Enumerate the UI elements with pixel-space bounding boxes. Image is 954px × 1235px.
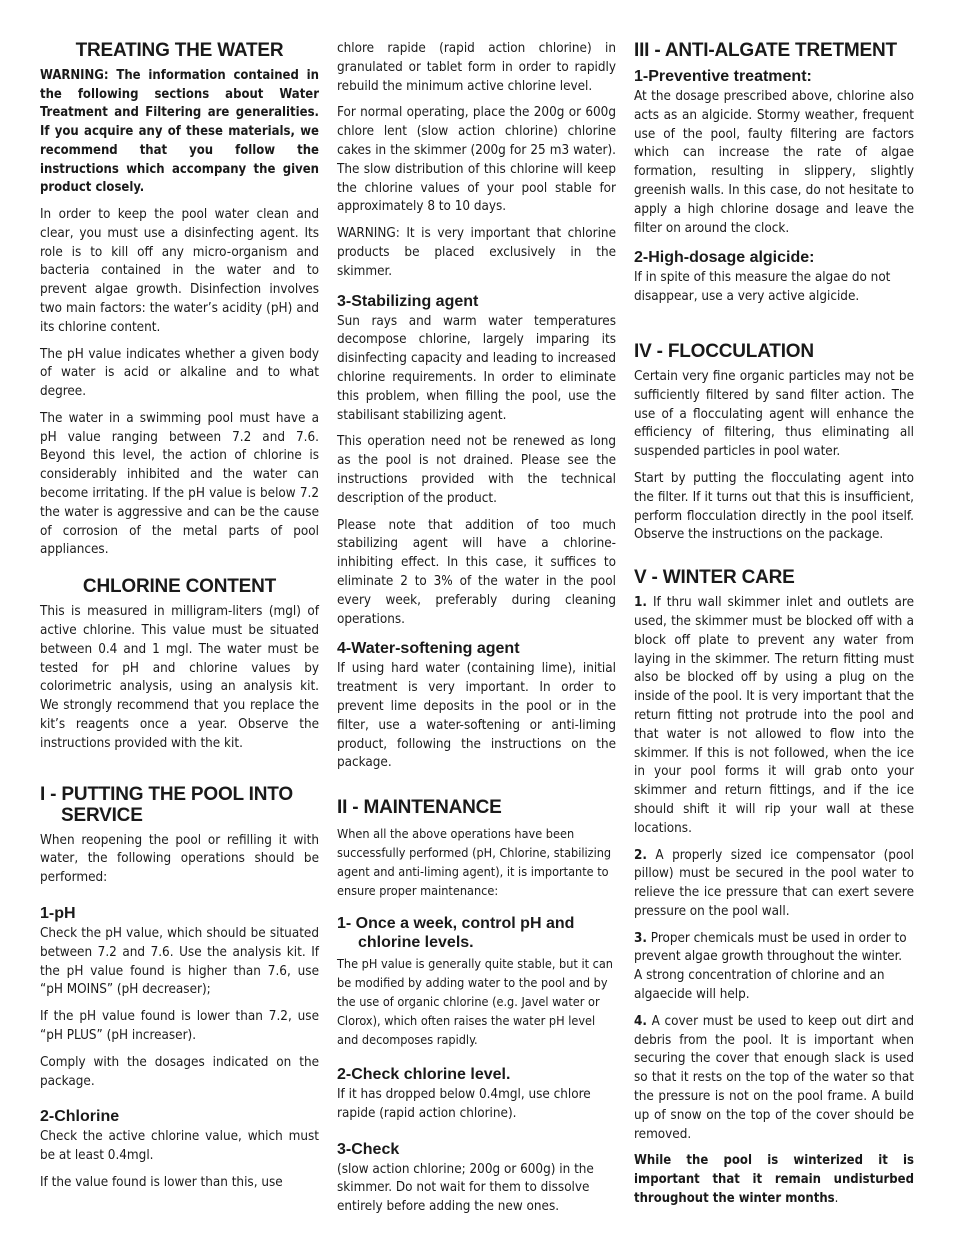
paragraph: If it has dropped below 0.4mgl, use chlore rapide (rapid action chlorine). bbox=[337, 1087, 591, 1121]
column-left bbox=[40, 40, 319, 1201]
final-note-period: . bbox=[834, 1190, 839, 1206]
warning-paragraph: WARNING: The information contained in the following sections about Water Treatment and Filtering are generalities. If you acquire any of these materials, we recommend that you follow the instructions which accompany the given product closely. bbox=[40, 68, 319, 196]
section-title-chlorine-content: CHLORINE CONTENT bbox=[82, 576, 277, 598]
paragraph: This is measured in milligram-liters (mgl) of active chlorine. This value must be situated between 0.4 and 1 mgl. The water must be tested for pH and chlorine values by colorimetric analysis, using an analysis kit. We strongly recommend that you replace the kit’s reagents once a year. Observe the instructions provided with the kit. bbox=[40, 604, 319, 751]
winter-final-note bbox=[634, 1152, 914, 1208]
paragraph: If in spite of this measure the algae do not disappear, use a very active algicide. bbox=[634, 270, 891, 305]
subsection-title-chlorine: 2-Chlorine bbox=[40, 1108, 120, 1126]
paragraph: At the dosage prescribed above, chlorine also acts as an algicide. Stormy weather, frequent use of the pool, faulty filtering are factors which can increase the rate of algae formation, resulting in slippery, slightly greenish walls. In this case, do not hesitate to apply a high chlorine dosage and leave the filter on around the clock. bbox=[634, 89, 914, 236]
paragraph: Start by putting the flocculating agent into the filter. If it turns out that this is insufficient, perform flocculation directly in the pool itself. Observe the instructions on the package. bbox=[634, 470, 914, 543]
paragraph: Check the pH value, which should be situated between 7.2 and 7.6. Use the analysis kit. If the pH value found is higher than 7.6, use “pH MOINS” (pH decreaser); bbox=[40, 926, 319, 998]
section-title-winter-care: V - WINTER CARE bbox=[634, 567, 795, 589]
column-right bbox=[634, 40, 914, 1217]
paragraph: Sun rays and warm water temperatures decompose chlorine, largely imparing its disinfecting capacity and leading to increased chlorine requirements. In order to eliminate this problem, when filling the pool, use the stabilisant stabilizing agent. bbox=[337, 313, 616, 423]
paragraph: This operation need not be renewed as long as the pool is not drained. Please see the instructions provided with the technical description of the product. bbox=[337, 434, 616, 506]
paragraph: If the value found is lower than this, use bbox=[40, 1175, 283, 1190]
subsection-title-ph: 1-pH bbox=[40, 905, 76, 923]
paragraph: When all the above operations have been successfully performed (pH, Chlorine, stabilizing agent and anti-liming agent), it is importante to ensure proper maintenance: bbox=[337, 826, 612, 899]
item-number: 1. bbox=[634, 595, 647, 611]
paragraph: Certain very fine organic particles may not be sufficiently filtered by sand filter action. The use of a flocculating agent will enhance the efficiency of filtering, thus eliminating all suspended particles in pool water. bbox=[634, 368, 914, 460]
section-title-treating-water: TREATING THE WATER bbox=[75, 40, 284, 61]
paragraph: (slow action chlorine; 200g or 600g) in the skimmer. Do not wait for them to dissolve entirely before adding the new ones. bbox=[337, 1161, 594, 1215]
warning-paragraph: WARNING: It is very important that chlorine products be placed exclusively in the skimmer. bbox=[337, 226, 616, 279]
paragraph: The pH value indicates whether a given body of water is acid or alkaline and to what degree. bbox=[40, 346, 319, 400]
subsection-title-weekly-control: 1- Once a week, control pH and chlorine levels. bbox=[337, 915, 575, 952]
paragraph: chlore rapide (rapid action chlorine) in granulated or tablet form in order to rapidly rebuild the minimum active chlorine level. bbox=[337, 41, 616, 94]
column-middle bbox=[337, 40, 616, 1225]
winter-item-4 bbox=[634, 1013, 914, 1145]
section-title-flocculation: IV - FLOCCULATION bbox=[634, 340, 814, 362]
paragraph: In order to keep the pool water clean and clear, you must use a disinfecting agent. Its role is to kill off any micro-organism and bacteria contained in the water and to prevent algae growth. Disinfection involves two main factors: the water’s acidity (pH) and its chlorine content. bbox=[40, 206, 319, 335]
item-text: A cover must be used to keep out dirt and debris from the pool. It is important when securing the cover that enough slack is used so that it rests on the top of the water so that the pressure is not on the pool frame. A build up of snow on the top of the cover should be removed. bbox=[634, 1013, 914, 1142]
item-number: 3. bbox=[634, 930, 647, 946]
subsection-title-preventive: 1-Preventive treatment: bbox=[634, 68, 812, 85]
section-title-putting-into-service: I - PUTTING THE POOL INTO SERVICE bbox=[40, 783, 293, 826]
subsection-title-high-dosage: 2-High-dosage algicide: bbox=[634, 249, 815, 267]
section-title-maintenance: II - MAINTENANCE bbox=[337, 797, 502, 819]
paragraph: The pH value is generally quite stable, but it can be modified by adding water to the pool and by the use of organic chlorine (e.g. Javel water or Clorox), which often raises the water pH level and decomposes rapidly. bbox=[337, 956, 613, 1048]
subsection-title-stabilizing-agent: 3-Stabilizing agent bbox=[337, 292, 479, 310]
subsection-title-check: 3-Check bbox=[337, 1140, 400, 1158]
item-number: 2. bbox=[634, 847, 647, 863]
item-text: If thru wall skimmer inlet and outlets are used, the skimmer must be blocked off with a block off plate to prevent any water from laying in the skimmer. The return fitting must also be blocked off by using a plug on the inside of the pool. It is very important that the return fitting not protrude into the pool and that water is not allowed to flow into the skimmer. If this is not followed, when the ice in your pool forms it will grab onto your skimmer and return fittings, and if the ice should shift it will rip your wall at these locations. bbox=[634, 595, 914, 836]
paragraph: The water in a swimming pool must have a pH value ranging between 7.2 and 7.6. Beyond this level, the action of chlorine is considerably inhibited and the water can become irritating. If the pH value is below 7.2 the water is aggressive and can be the cause of corrosion of the metal parts of pool appliances. bbox=[40, 410, 319, 558]
paragraph: When reopening the pool or refilling it with water, the following operations should be performed: bbox=[40, 832, 319, 886]
section-title-anti-algae: III - ANTI-ALGATE TRETMENT bbox=[634, 40, 897, 61]
winter-item-3 bbox=[634, 930, 914, 1005]
item-text: Proper chemicals must be used in order to prevent algae growth throughout the winter. A strong concentration of chlorine and an algaecide will help. bbox=[634, 930, 907, 1003]
subsection-title-water-softening: 4-Water-softening agent bbox=[337, 640, 520, 658]
paragraph: Comply with the dosages indicated on the package. bbox=[40, 1054, 319, 1089]
winter-item-2 bbox=[634, 847, 914, 922]
subsection-title-check-chlorine-level: 2-Check chlorine level. bbox=[337, 1066, 511, 1084]
paragraph: Please note that addition of too much stabilizing agent will have a chlorine-inhibiting effect. In this case, it suffices to eliminate 2 to 3% of the water in the pool every week, preferably during cleaning operations. bbox=[337, 517, 616, 627]
winter-item-1 bbox=[634, 594, 914, 838]
paragraph: If the pH value found is lower than 7.2, use “pH PLUS” (pH increaser). bbox=[40, 1009, 319, 1044]
final-note-text: While the pool is winterized it is important that it remain undisturbed throughout the winter months bbox=[634, 1153, 914, 1206]
item-number: 4. bbox=[634, 1013, 647, 1029]
paragraph: For normal operating, place the 200g or 600g chlore lent (slow action chlorine) chlorine cakes in the skimmer (200g for 25 m3 water). The slow distribution of this chlorine will keep the chlorine values of your pool stable for approximately 8 to 10 days. bbox=[337, 105, 616, 215]
paragraph: If using hard water (containing lime), initial treatment is very important. In order to prevent lime deposits in the pool or in the filter, use a water-softening or anti-liming product, following the instructions on the package. bbox=[337, 661, 616, 771]
item-text: A properly sized ice compensator (pool pillow) must be secured in the pool water to relieve the ice pressure that can exert severe pressure on the pool wall. bbox=[634, 847, 914, 919]
paragraph: Check the active chlorine value, which must be at least 0.4mgl. bbox=[40, 1129, 319, 1164]
